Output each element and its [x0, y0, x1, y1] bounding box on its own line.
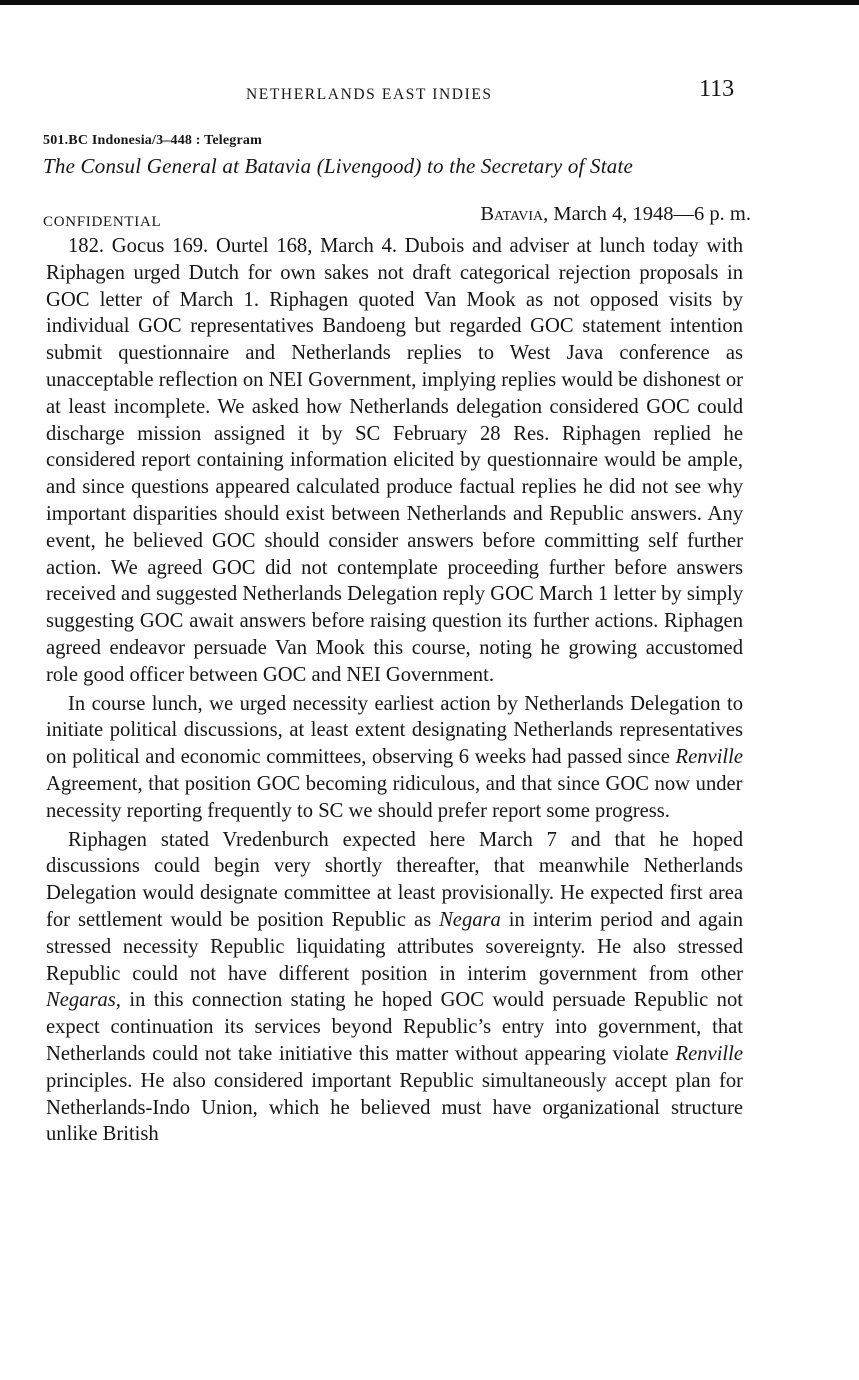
- file-reference: 501.BC Indonesia/3–448 : Telegram: [43, 133, 262, 148]
- paragraph-1: 182. Gocus 169. Ourtel 168, March 4. Dubois and adviser at lunch today with Riphagen urged Dutch for own sakes not draft categorical rejection proposals in GOC letter of March 1. Riphagen quoted Van Mook as not opposed visits by individual GOC representatives Bandoeng but regarded GOC statement intention submit questionnaire and Netherlands replies to West Java conference as unacceptable reflection on NEI Government, implying replies would be dishonest or at least incomplete. We asked how Netherlands delegation considered GOC could discharge mission assigned it by SC February 28 Res. Riphagen replied he considered report containing information elicited by questionnaire would be ample, and since questions appeared calculated produce factual replies he did not see why important disparities should exist between Netherlands and Republic answers. Any event, he believed GOC should consider answers before committing self further action. We agreed GOC did not contemplate proceeding further before answers received and suggested Netherlands Delegation reply GOC March 1 letter by simply suggesting GOC await answers before raising question its further actions. Riphagen agreed endeavor persuade Van Mook this course, noting he growing accustomed role good officer between GOC and NEI Government.: [46, 235, 743, 686]
- dateline-date: March 4, 1948—6 p. m.: [553, 203, 751, 225]
- paragraph-3-italic-negara: Negara: [439, 908, 501, 931]
- page-number: 113: [699, 76, 735, 102]
- paragraph-3-text-d: principles. He also considered important Republic simultaneously accept plan for Netherlands-Indo Union, which he believed must have organizational structure unlike British: [46, 1069, 743, 1146]
- classification-label: CONFIDENTIAL: [43, 214, 162, 230]
- paragraph-2-text-a: In course lunch, we urged necessity earliest action by Netherlands Delegation to initiate political discussions, at least extent designating Netherlands representatives on political and economic committees, observing 6 weeks had passed since: [46, 692, 743, 769]
- paragraph-3-italic-renville: Renville: [675, 1042, 743, 1065]
- dateline: [480, 203, 751, 226]
- paragraph-3: [46, 827, 743, 1149]
- paragraph-3-text-b: in interim period and again stressed necessity Republic liquidating attributes sovereignty. He also stressed Republic could not have different position in interim government from other: [46, 908, 744, 985]
- document-title: The Consul General at Batavia (Livengood) to the Secretary of State: [43, 154, 634, 178]
- paragraph-2-text-b: Agreement, that position GOC becoming ridiculous, and that since GOC now under necessity reporting frequently to SC we should prefer report some progress.: [46, 772, 743, 822]
- paragraph-3-text-a: Riphagen stated Vredenburch expected here March 7 and that he hoped discussions could begin very shortly thereafter, that meanwhile Netherlands Delegation would designate committee at least provisionally. He expected first area for settlement would be position Republic as: [46, 828, 743, 931]
- telegram-body: [46, 233, 743, 1148]
- paragraph-2-italic-renville: Renville: [675, 746, 743, 769]
- paragraph-2: [46, 691, 743, 825]
- page-top-border: [0, 0, 859, 5]
- paragraph-3-italic-negaras: Negaras: [46, 989, 116, 1012]
- paragraph-3-text-c: , in this connection stating he hoped GOC would persuade Republic not expect continuation its services beyond Republic’s entry into government, that Netherlands could not take initiative this matter without appearing violate: [46, 989, 743, 1065]
- running-head: NETHERLANDS EAST INDIES: [246, 86, 493, 103]
- dateline-place: Batavia,: [480, 203, 549, 225]
